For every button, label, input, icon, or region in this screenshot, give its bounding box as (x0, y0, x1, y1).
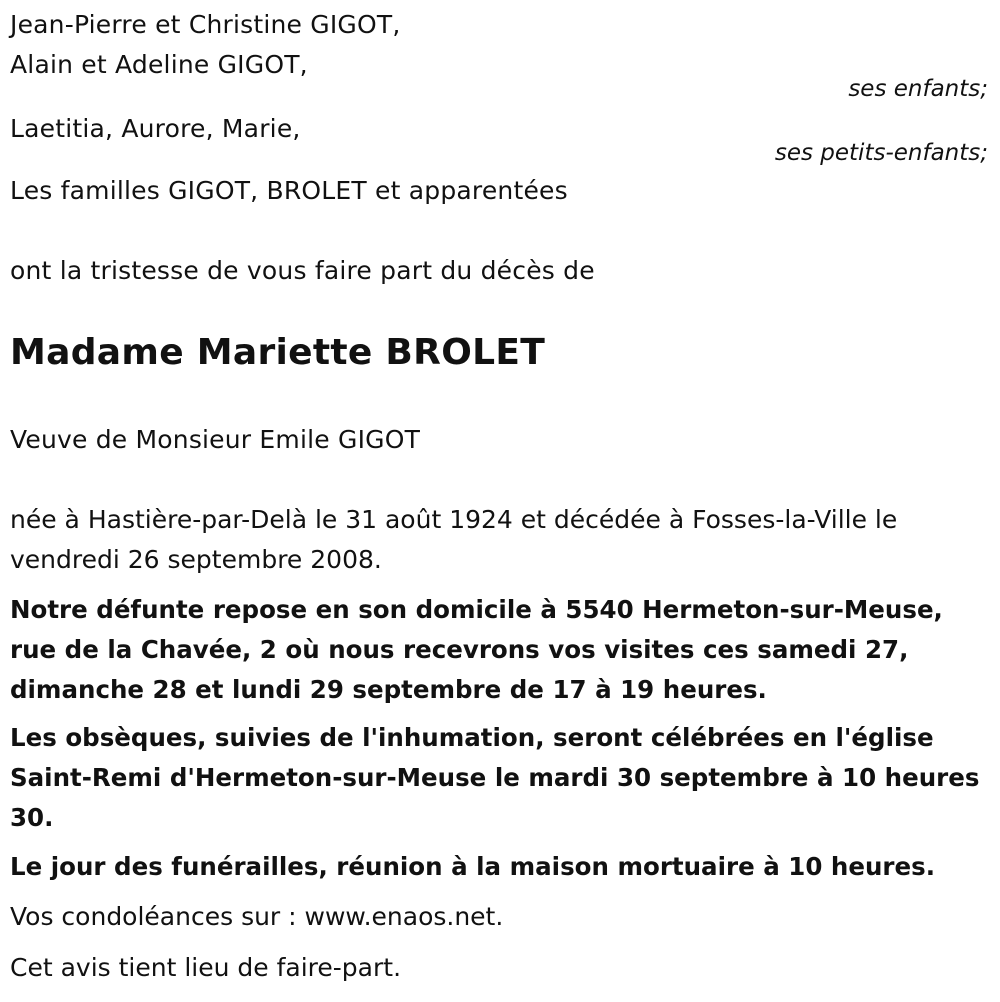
condolences-text: Vos condoléances sur : www.enaos.net. (10, 902, 504, 931)
repose-text: Notre défunte repose en son domicile à 5540 Hermeton-sur-Meuse, rue de la Chavée, 2 où nous recevrons vos visites ces samedi 27, dimanche 28 et lundi 29 septembre de 17 à 19 heures. (10, 595, 943, 704)
family-line-children-2: Alain et Adeline GIGOT, (10, 50, 308, 79)
birth-death-text: née à Hastière-par-Delà le 31 août 1924 et décédée à Fosses-la-Ville le vendredi 26 septembre 2008. (10, 505, 898, 574)
funeral-text: Les obsèques, suivies de l'inhumation, seront célébrées en l'église Saint-Remi d'Hermeton-sur-Meuse le mardi 30 septembre à 10 heures 30. (10, 723, 980, 832)
grandchildren-role: ses petits-enfants; (774, 140, 988, 166)
deceased-name: Madame Mariette BROLET (10, 332, 546, 373)
family-line-grandchildren: Laetitia, Aurore, Marie, (10, 114, 301, 143)
widow-of: Veuve de Monsieur Emile GIGOT (10, 425, 421, 454)
meeting-text: Le jour des funérailles, réunion à la maison mortuaire à 10 heures. (10, 852, 935, 881)
intro-text: ont la tristesse de vous faire part du décès de (10, 256, 595, 285)
notice-text: Cet avis tient lieu de faire-part. (10, 953, 402, 982)
children-role: ses enfants; (848, 76, 988, 102)
family-line-children-1: Jean-Pierre et Christine GIGOT, (10, 10, 401, 39)
family-line-relatives: Les familles GIGOT, BROLET et apparentées (10, 176, 568, 205)
